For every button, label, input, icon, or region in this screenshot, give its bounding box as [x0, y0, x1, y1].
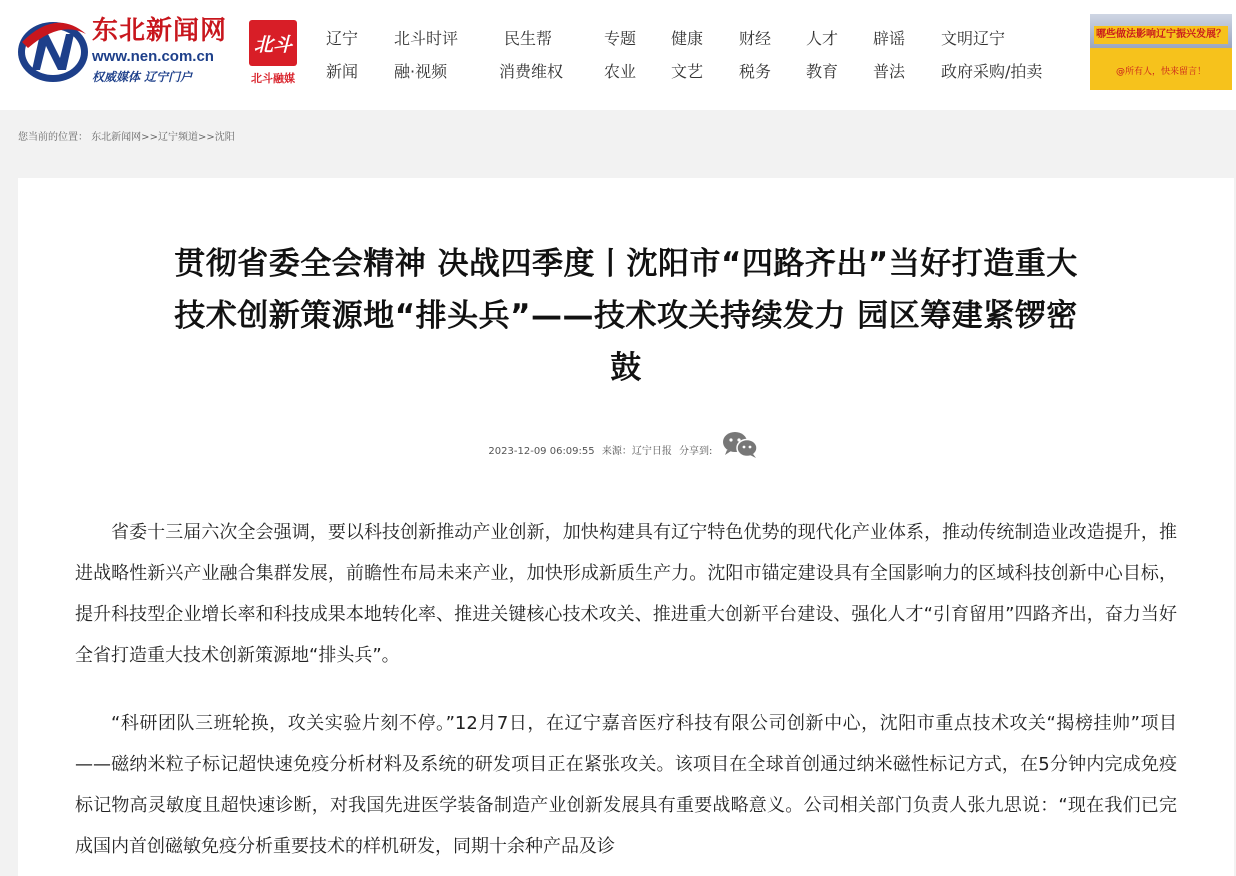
ad-headline: 哪些做法影响辽宁振兴发展？ — [1094, 26, 1228, 44]
nav-item-education[interactable]: 教育 — [806, 62, 839, 81]
ad-banner-graphic — [1090, 14, 1232, 48]
breadcrumb-path[interactable]: 东北新闻网>>辽宁频道>>沈阳 — [91, 132, 235, 143]
breadcrumb-prefix: 您当前的位置： — [18, 132, 88, 143]
article-paragraph: 省委十三届六次全会强调，要以科技创新推动产业创新，加快构建具有辽宁特色优势的现代化产业体系，推动传统制造业改造提升，推进战略性新兴产业融合集群发展，前瞻性布局未来产业，加快形成新质生产力。沈阳市锚定建设具有全国影响力的区域科技创新中心目标，提升科技型企业增长率和科技成果本地转化率、推进关键核心技术攻关、推进重大创新平台建设、强化人才“引育留用”四路齐出，奋力当好全省打造重大技术创新策源地“排头兵”。 — [75, 522, 1177, 666]
nav-item-tax[interactable]: 税务 — [739, 62, 772, 81]
nav-item-news[interactable]: 新闻 — [326, 62, 359, 81]
logo-url: www.nen.com.cn — [92, 48, 214, 65]
nav-item-liaoning[interactable]: 辽宁 — [326, 29, 359, 48]
nav-item-video[interactable]: 融·视频 — [394, 62, 448, 81]
nav-item-health[interactable]: 健康 — [671, 29, 704, 48]
article-paragraph: “科研团队三班轮换，攻关实验片刻不停。”12月7日，在辽宁嘉音医疗科技有限公司创新中心，沈阳市重点技术攻关“揭榜挂帅”项目——磁纳米粒子标记超快速免疫分析材料及系统的研发项目正在紧张攻关。该项目在全球首创通过纳米磁性标记方式，在5分钟内完成免疫标记物高灵敏度且超快速诊断，对我国先进医学装备制造产业创新发展具有重要战略意义。公司相关部门负责人张九思说：“现在我们已完成国内首创磁敏免疫分析重要技术的样机研发，同期十余种产品及诊 — [75, 713, 1177, 857]
nav-item-livelihood[interactable]: 民生帮 — [504, 29, 553, 48]
article-title-line: 技术创新策源地“排头兵”——技术攻关持续发力 园区筹建紧锣密 — [174, 298, 1078, 334]
article-datetime: 2023-12-09 06:09:55 — [488, 446, 595, 457]
nav-item-rumor[interactable]: 辟谣 — [873, 29, 906, 48]
nav-item-agriculture[interactable]: 农业 — [604, 62, 637, 81]
beidou-media-logo[interactable] — [249, 20, 297, 86]
beidou-logo-icon: 北斗 — [249, 20, 297, 66]
article-meta — [18, 430, 1234, 460]
logo-slogan: 权威媒体 辽宁门户 — [92, 70, 193, 84]
wechat-share-icon[interactable] — [720, 430, 760, 460]
article-card — [18, 178, 1234, 876]
nav-item-finance[interactable]: 财经 — [739, 29, 772, 48]
article-title — [128, 238, 1124, 394]
nav-item-civilization[interactable]: 文明辽宁 — [941, 29, 1006, 48]
ad-banner[interactable] — [1090, 14, 1232, 90]
nav-item-consumer-rights[interactable]: 消费维权 — [499, 62, 564, 81]
beidou-label: 北斗融媒 — [251, 72, 295, 85]
share-label: 分享到: — [679, 446, 713, 457]
article-source: 来源：辽宁日报 — [601, 446, 672, 457]
logo-chinese-name: 东北新闻网 — [92, 16, 228, 46]
ad-subline: @所有人，快来留言！ — [1115, 67, 1206, 77]
nav-item-beidou-comment[interactable]: 北斗时评 — [394, 29, 459, 48]
nen-logo-icon — [16, 12, 90, 86]
nav-item-arts[interactable]: 文艺 — [671, 62, 704, 81]
nav-item-topics[interactable]: 专题 — [604, 29, 637, 48]
site-header — [0, 0, 1236, 110]
article-title-line: 贯彻省委全会精神 决战四季度丨沈阳市“四路齐出”当好打造重大 — [174, 246, 1078, 282]
breadcrumb — [18, 128, 235, 143]
article-title-line: 鼓 — [610, 350, 642, 386]
nav-item-law[interactable]: 普法 — [873, 62, 906, 81]
site-logo[interactable] — [16, 12, 234, 90]
nav-item-talent[interactable]: 人才 — [806, 29, 839, 48]
nav-item-procurement[interactable]: 政府采购/拍卖 — [941, 62, 1043, 81]
